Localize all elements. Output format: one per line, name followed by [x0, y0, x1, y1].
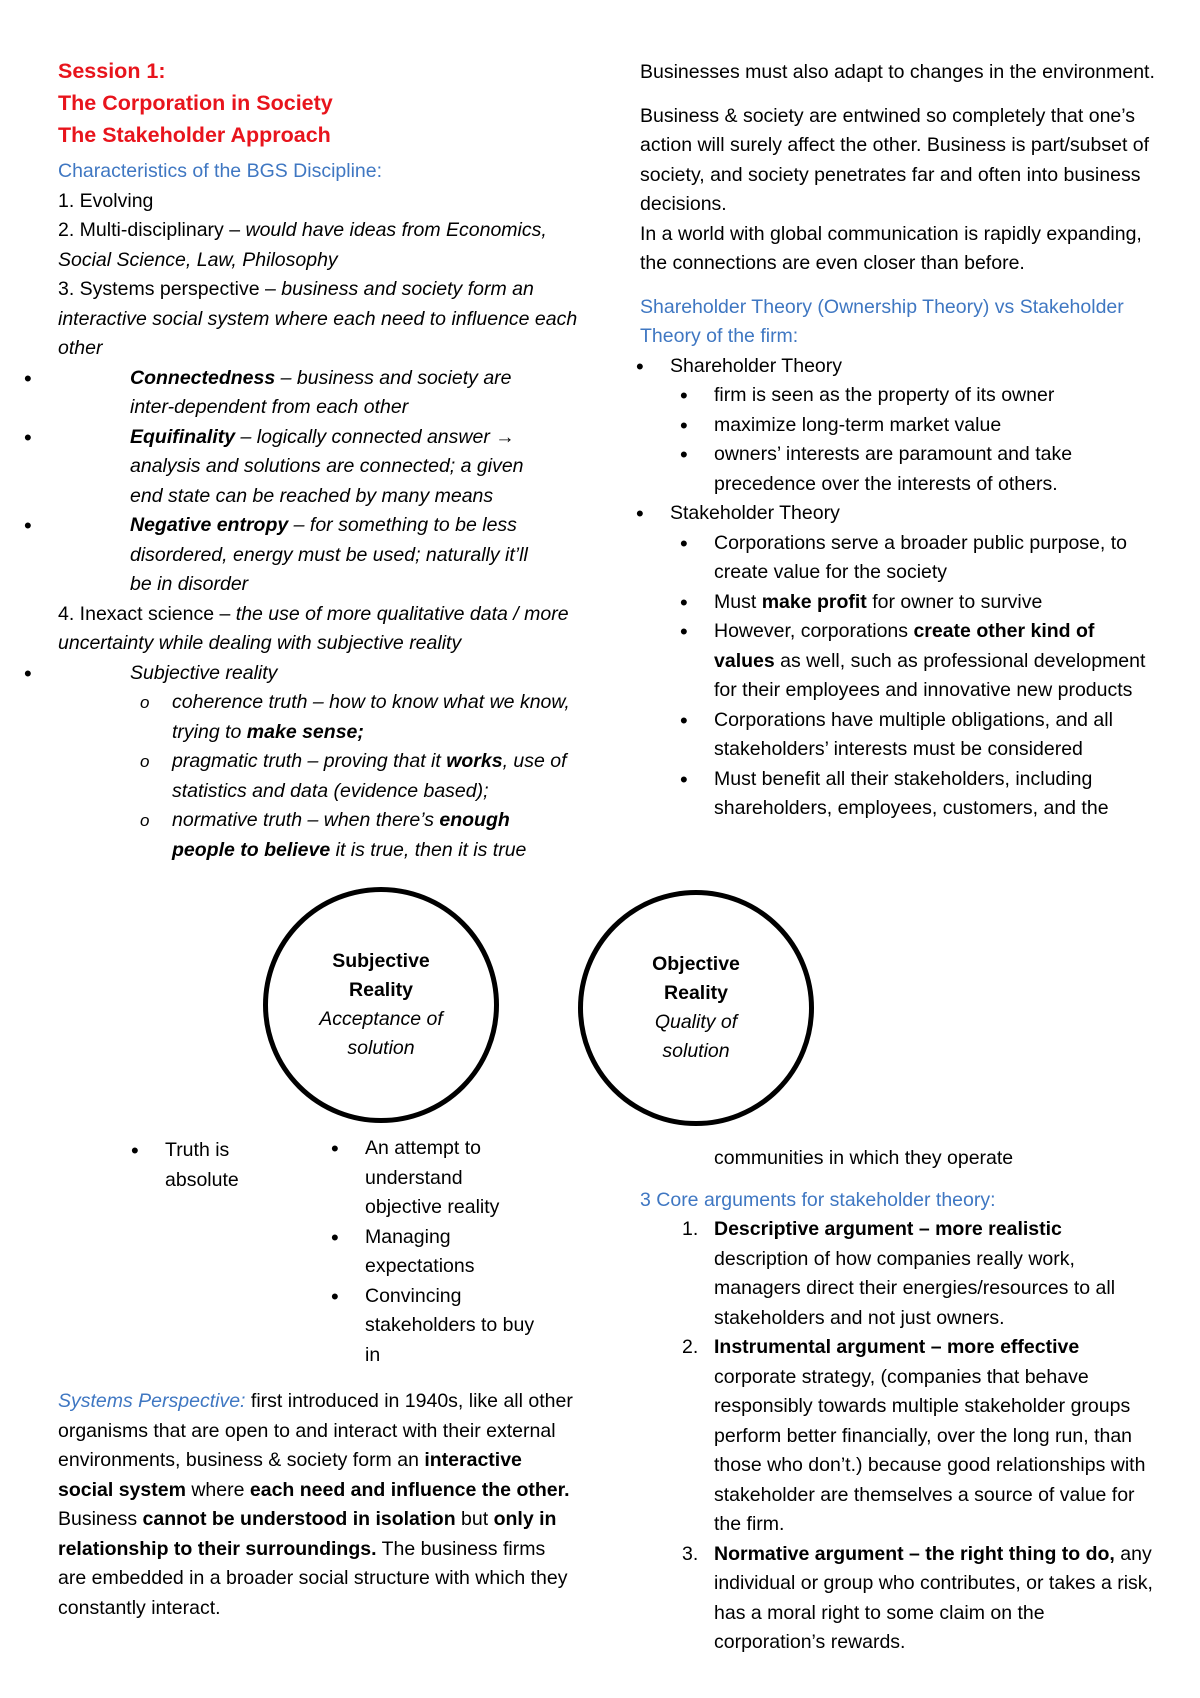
- bullet-connectedness: • Connectedness – business and society are inter-dependent from each other: [130, 364, 550, 423]
- stakeholder-points: [714, 529, 1160, 824]
- sh-point-2: • maximize long-term market value: [714, 411, 1160, 441]
- subjective-title-2: Reality: [349, 979, 413, 1001]
- session-label: Session 1:: [58, 59, 166, 83]
- objective-sub-1: Quality of: [654, 1011, 738, 1033]
- systems-perspective-paragraph: Systems Perspective: first introduced in 1940s, like all other organisms that are open to and interact with their external environments, business & society form an interactive social system where each need and influence the other. Business cannot be understood in isolation but only in relationship to their surroundings. The business firms are embedded in a broader social structure with which they constantly interact.: [58, 1390, 573, 1619]
- st-point-5: • Must benefit all their stakeholders, including shareholders, employees, customers, and the: [714, 765, 1160, 824]
- theory-list: [670, 352, 1160, 382]
- title-line-1: The Corporation in Society: [58, 91, 333, 115]
- subjective-sub-1: Acceptance of: [319, 1008, 443, 1030]
- subjective-bullets: [365, 1134, 535, 1370]
- title-line-2: The Stakeholder Approach: [58, 123, 331, 147]
- shareholder-theory: • Shareholder Theory: [670, 352, 1160, 382]
- normative-truth: o normative truth – when there’s enough people to believe it is true, then it is true: [172, 806, 572, 865]
- argument-descriptive: 1. Descriptive argument – more realistic description of how companies really work, managers direct their energies/resources to all stakeholders and not just owners.: [682, 1218, 1116, 1329]
- char-3: 3. Systems perspective – business and society form an interactive social system where each need to influence each other: [58, 278, 578, 359]
- bullet-subjective-reality: • Subjective reality: [130, 659, 570, 689]
- right-column: [640, 58, 1160, 824]
- convincing-stakeholders: • Convincing stakeholders to buy in: [365, 1282, 535, 1371]
- core-arguments-heading: 3 Core arguments for stakeholder theory:: [640, 1188, 996, 1211]
- theory-heading: Shareholder Theory (Ownership Theory) vs Stakeholder Theory of the firm:: [640, 295, 1124, 347]
- inexact-bullets: [130, 659, 570, 689]
- coherence-truth: o coherence truth – how to know what we know, trying to make sense;: [172, 688, 572, 747]
- sh-point-3: • owners’ interests are paramount and take precedence over the interests of others.: [714, 440, 1160, 499]
- argument-normative: 3. Normative argument – the right thing to do, any individual or group who contributes, or takes a risk, has a moral right to some claim on the corporation’s rewards.: [682, 1542, 1153, 1653]
- right-column-lower: [640, 1144, 1160, 1658]
- st-point-5-continued: communities in which they operate: [714, 1147, 1014, 1169]
- pragmatic-truth: o pragmatic truth – proving that it works, use of statistics and data (evidence based);: [172, 747, 572, 806]
- objective-title-1: Objective: [652, 953, 740, 975]
- st-point-4: • Corporations have multiple obligations, and all stakeholders’ interests must be considered: [714, 706, 1160, 765]
- st-point-2: • Must make profit for owner to survive: [714, 588, 1160, 618]
- characteristics-heading: Characteristics of the BGS Discipline:: [58, 160, 383, 182]
- systems-bullets: [130, 364, 550, 600]
- subjective-reality-circle: [263, 887, 499, 1123]
- shareholder-points: [714, 381, 1160, 499]
- para-adapt: Businesses must also adapt to changes in the environment.: [640, 61, 1155, 83]
- char-2: 2. Multi-disciplinary – would have ideas from Economics, Social Science, Law, Philosophy: [58, 219, 547, 271]
- char-1: 1. Evolving: [58, 189, 154, 212]
- truth-list: [172, 688, 572, 865]
- objective-reality-circle: [578, 890, 814, 1126]
- para-entwined: Business & society are entwined so completely that one’s action will surely affect the other. Business is part/subset of society, and society penetrates far and often into business decisions.: [640, 104, 1150, 215]
- st-point-1: • Corporations serve a broader public purpose, to create value for the society: [714, 529, 1160, 588]
- left-column: [58, 55, 578, 865]
- argument-instrumental: 2. Instrumental argument – more effective corporate strategy, (companies that behave responsibly towards multiple stakeholder groups perform better financially, over the long run, than those who don’t.) because good relationships with stakeholder are themselves a source of value for the firm.: [682, 1336, 1146, 1535]
- truth-absolute: • Truth is absolute: [165, 1136, 285, 1195]
- theory-list-2: [670, 499, 1160, 529]
- bullet-equifinality: • Equifinality – logically connected answer → analysis and solutions are connected; a given end state can be reached by many means: [130, 423, 550, 512]
- char-4: 4. Inexact science – the use of more qualitative data / more uncertainty while dealing with subjective reality: [58, 602, 569, 654]
- sh-point-1: • firm is seen as the property of its owner: [714, 381, 1160, 411]
- stakeholder-theory: • Stakeholder Theory: [670, 499, 1160, 529]
- st-point-3: • However, corporations create other kind of values as well, such as professional development for their employees and innovative new products: [714, 617, 1160, 706]
- objective-title-2: Reality: [664, 982, 728, 1004]
- subjective-title-1: Subjective: [332, 950, 430, 972]
- core-arguments-list: [682, 1215, 1160, 1658]
- truth-bullets: [165, 1136, 285, 1195]
- objective-sub-2: solution: [662, 1040, 730, 1062]
- para-global: In a world with global communication is rapidly expanding, the connections are even closer than before.: [640, 222, 1142, 274]
- attempt-understand: • An attempt to understand objective reality: [365, 1134, 535, 1223]
- bullet-negative-entropy: • Negative entropy – for something to be less disordered, energy must be used; naturally it’ll be in disorder: [130, 511, 550, 600]
- managing-expectations: • Managing expectations: [365, 1223, 535, 1282]
- subjective-sub-2: solution: [347, 1037, 415, 1059]
